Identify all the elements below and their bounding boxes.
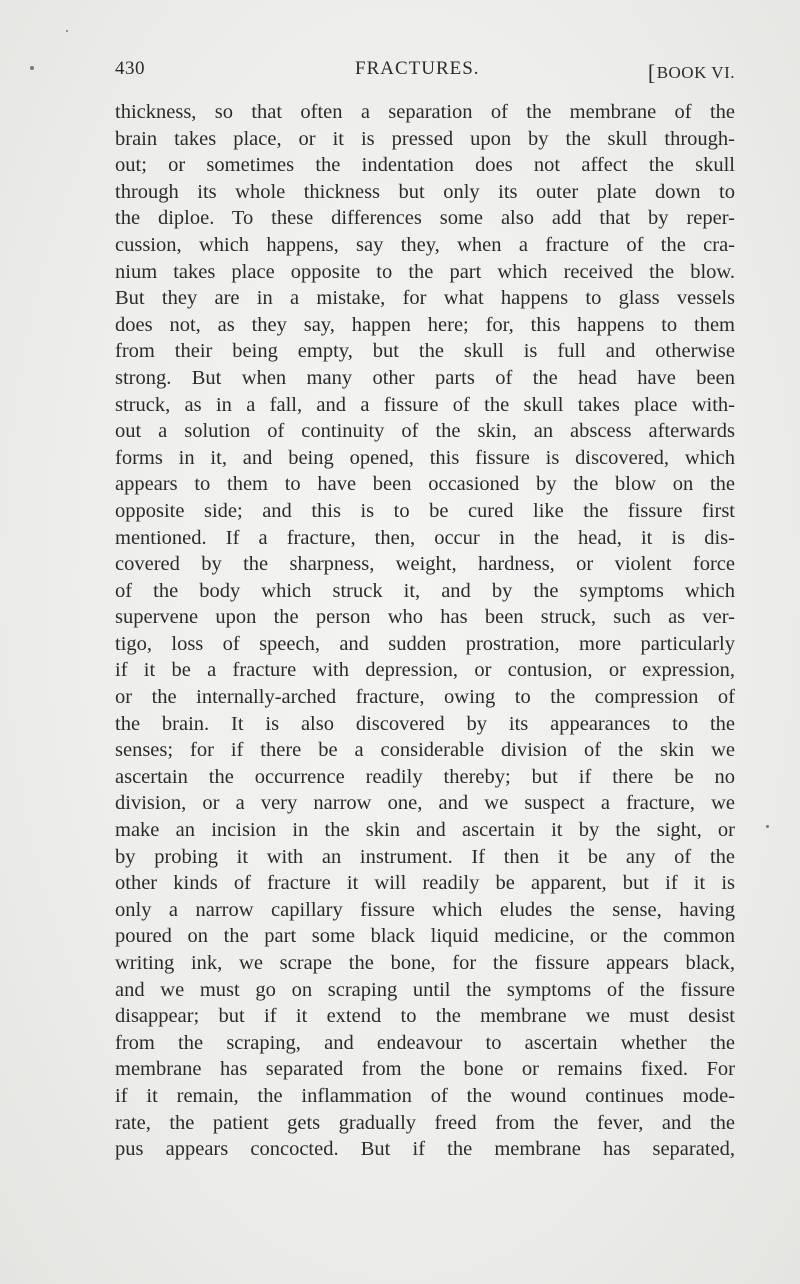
page-number: 430 (115, 58, 145, 79)
text-line: brain takes place, or it is pressed upon by the skull through- (115, 127, 735, 150)
text-line: cussion, which happens, say they, when a fracture of the cra- (115, 233, 735, 256)
text-line: out a solution of continuity of the skin, an abscess afterwards (115, 420, 735, 443)
text-line: and we must go on scraping until the symptoms of the fissure (115, 978, 735, 1001)
text-line: forms in it, and being opened, this fissure is discovered, which (115, 446, 735, 469)
text-line: membrane has separated from the bone or remains fixed. For (115, 1058, 735, 1081)
print-speck (766, 825, 769, 828)
body-text (115, 99, 735, 1163)
print-speck (66, 30, 68, 32)
text-line: from their being empty, but the skull is full and otherwise (115, 340, 735, 363)
text-line: out; or sometimes the indentation does not affect the skull (115, 154, 735, 177)
text-line: mentioned. If a fracture, then, occur in the head, it is dis- (115, 526, 735, 549)
book-bracket: [ (647, 60, 656, 85)
chapter-title: FRACTURES. (355, 58, 480, 79)
running-head (115, 58, 735, 84)
text-line: writing ink, we scrape the bone, for the fissure appears black, (115, 952, 735, 974)
text-line: rate, the patient gets gradually freed from the fever, and the (115, 1111, 735, 1134)
text-line: does not, as they say, happen here; for, this happens to them (115, 313, 735, 336)
text-line: supervene upon the person who has been struck, such as ver- (115, 606, 735, 629)
text-line: by probing it with an instrument. If then it be any of the (115, 845, 735, 868)
text-line: or the internally-arched fracture, owing to the compression of (115, 686, 735, 709)
print-speck (30, 66, 34, 70)
text-line: pus appears concocted. But if the membrane has separated, (115, 1138, 735, 1161)
text-line: other kinds of fracture it will readily be apparent, but if it is (115, 872, 735, 895)
text-line: through its whole thickness but only its outer plate down to (115, 180, 735, 203)
book-number: BOOK VI. (656, 63, 735, 82)
book-label (648, 58, 735, 84)
text-line: nium takes place opposite to the part which received the blow. (115, 260, 735, 283)
text-line: the brain. It is also discovered by its appearances to the (115, 712, 735, 735)
text-line: poured on the part some black liquid medicine, or the common (115, 925, 735, 948)
text-line: appears to them to have been occasioned by the blow on the (115, 473, 735, 496)
text-line: senses; for if there be a considerable division of the skin we (115, 739, 735, 762)
text-line: ascertain the occurrence readily thereby; but if there be no (115, 765, 735, 788)
text-line: division, or a very narrow one, and we suspect a fracture, we (115, 792, 735, 815)
text-line: only a narrow capillary fissure which eludes the sense, having (115, 898, 735, 921)
text-line: struck, as in a fall, and a fissure of the skull takes place with- (115, 393, 735, 416)
text-line: strong. But when many other parts of the head have been (115, 366, 735, 389)
text-line: covered by the sharpness, weight, hardness, or violent force (115, 553, 735, 576)
text-line: tigo, loss of speech, and sudden prostration, more particularly (115, 632, 735, 655)
text-line: opposite side; and this is to be cured like the fissure first (115, 499, 735, 522)
text-line: the diploe. To these differences some also add that by reper- (115, 207, 735, 230)
text-line: make an incision in the skin and ascertain it by the sight, or (115, 819, 735, 842)
text-line: But they are in a mistake, for what happens to glass vessels (115, 287, 735, 310)
text-line: thickness, so that often a separation of the membrane of the (115, 101, 735, 123)
text-line: if it remain, the inflammation of the wound continues mode- (115, 1084, 735, 1107)
text-line: if it be a fracture with depression, or contusion, or expression, (115, 659, 735, 682)
text-line: disappear; but if it extend to the membrane we must desist (115, 1005, 735, 1028)
text-line: from the scraping, and endeavour to ascertain whether the (115, 1031, 735, 1054)
text-line: of the body which struck it, and by the symptoms which (115, 579, 735, 602)
